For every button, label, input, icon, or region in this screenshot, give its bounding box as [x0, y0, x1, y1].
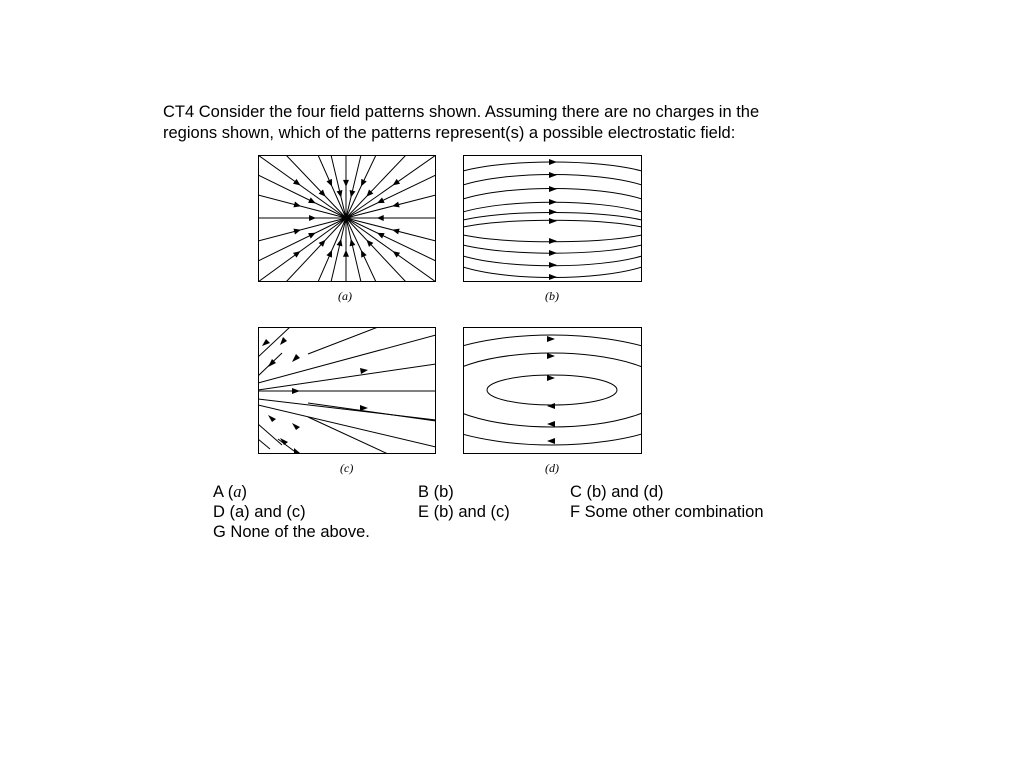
figure-a — [258, 155, 436, 282]
field-line — [346, 155, 436, 218]
field-line — [346, 218, 436, 261]
field-line — [346, 218, 436, 241]
field-arrow — [293, 179, 300, 186]
field-line — [346, 155, 406, 218]
question-text — [163, 102, 803, 144]
field-arrow — [293, 251, 300, 258]
field-line — [286, 218, 346, 282]
choice-a-close: ) — [241, 483, 247, 501]
choice-g[interactable]: G None of the above. — [213, 523, 370, 541]
field-arrow — [337, 190, 343, 198]
field-line — [346, 218, 406, 282]
figure-d-diagram — [463, 327, 642, 454]
field-line — [346, 175, 436, 218]
field-arrow — [343, 250, 349, 257]
choice-a[interactable] — [213, 482, 247, 502]
field-arrow — [337, 239, 343, 246]
field-arrow — [392, 229, 400, 235]
field-line — [346, 218, 376, 282]
field-arrow — [377, 215, 384, 221]
choice-a-value: a — [233, 482, 242, 501]
figure-b-caption: (b) — [545, 289, 559, 303]
field-arrow — [393, 179, 400, 185]
figure-b-diagram — [463, 155, 642, 282]
field-arrow — [350, 190, 356, 198]
choice-d[interactable]: D (a) and (c) — [213, 503, 306, 521]
field-line — [258, 218, 346, 261]
field-line — [346, 195, 436, 218]
field-line — [346, 218, 436, 282]
question-line-2: regions shown, which of the patterns represent(s) a possible electrostatic field: — [163, 124, 736, 142]
field-line — [258, 218, 346, 241]
figure-a-diagram — [258, 155, 436, 282]
field-arrow — [343, 180, 349, 187]
choice-c[interactable]: C (b) and (d) — [570, 483, 664, 501]
figure-a-caption: (a) — [338, 289, 352, 303]
choice-a-open: ( — [227, 483, 234, 501]
field-arrow — [350, 239, 356, 246]
figure-c — [258, 327, 436, 454]
choice-b[interactable]: B (b) — [418, 483, 454, 501]
figure-c-diagram — [258, 327, 436, 454]
field-arrow — [392, 202, 400, 208]
field-arrow — [293, 229, 301, 235]
field-line — [258, 195, 346, 218]
field-line — [258, 175, 346, 218]
choice-a-letter: A — [213, 483, 224, 501]
choice-e[interactable]: E (b) and (c) — [418, 503, 510, 521]
field-arrow — [293, 202, 301, 208]
question-line-1: CT4 Consider the four field patterns shown. Assuming there are no charges in the — [163, 103, 760, 121]
figure-d-caption: (d) — [545, 461, 559, 475]
figure-d — [463, 327, 642, 454]
choice-f[interactable]: F Some other combination — [570, 503, 764, 521]
field-line — [286, 155, 346, 218]
figure-b — [463, 155, 642, 282]
field-arrow — [309, 215, 316, 221]
figure-c-caption: (c) — [340, 461, 354, 475]
field-arrow — [393, 251, 400, 258]
